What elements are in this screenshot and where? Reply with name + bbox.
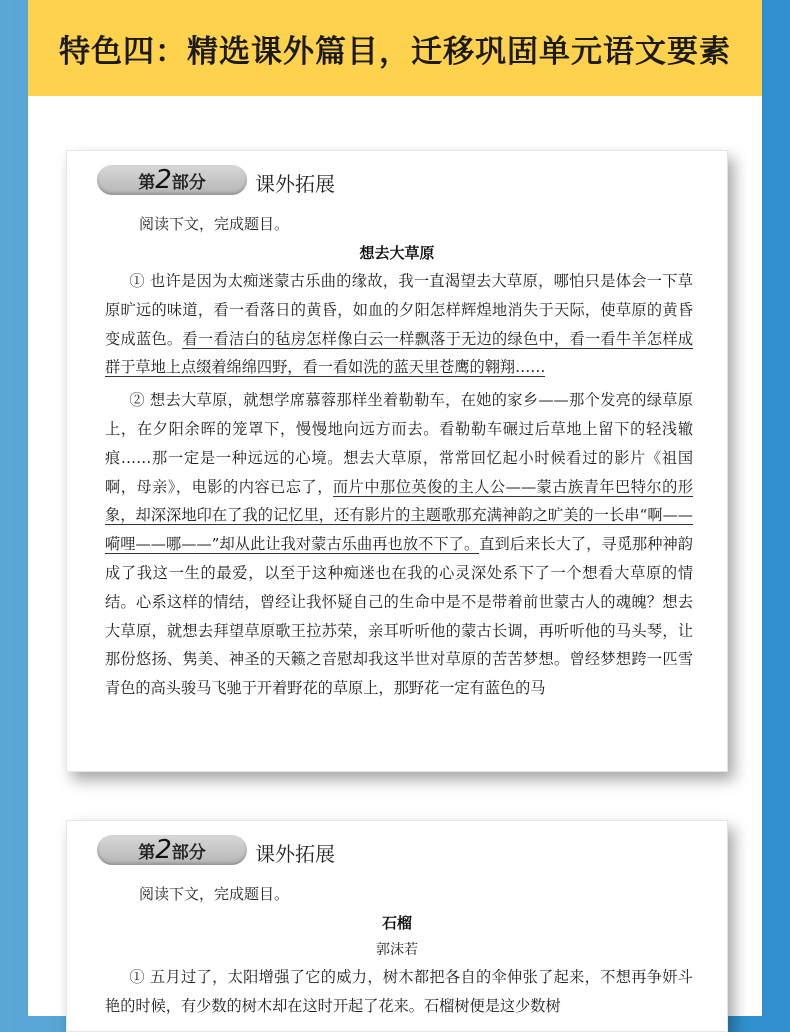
article-author: 郭沫若 (376, 942, 418, 958)
part-header (67, 821, 727, 871)
book-page-2 (66, 820, 728, 1032)
instruction: 阅读下文，完成题目。 (139, 215, 290, 233)
paragraph-2-text-a: ② 想去大草原，就想学席慕蓉那样坐着勒勒车，在她的家乡——那个发亮的绿草原上，在夕阳余晖的笼罩下，慢慢地向远方而去。看勒勒车碾过后草地上留下的轻浅辙痕……那一定是一种远远的心境。想去大草原，常常回忆起小时候看过的影片《祖国啊，母亲》，电影的内容已忘了， (105, 391, 693, 496)
paragraph-1: ① 五月过了，太阳增强了它的威力，树木都把各自的伞伸张了起来，不想再争妍斗艳的时候，有少数的树木却在这时开起了花来。石榴树便是这少数树 (105, 968, 693, 1015)
part-prefix: 第 (138, 173, 156, 193)
paragraph-2-text-c: 直到后来长大了，寻觅那种神韵成了我这一生的最爱，以至于这种痴迷也在我的心灵深处系下了一个想看大草原的情结。心系这样的情结，曾经让我怀疑自己的生命中是不是带着前世蒙古人的魂魄？想去大草原，就想去拜望草原歌王拉苏荣，亲耳听听他的蒙古长调，再听听他的马头琴，让那份悠扬、隽美、神圣的天籁之音慰却我这半世对草原的苦苦梦想。曾经梦想跨一匹雪青色的高头骏马飞驰于开着野花的草原上，那野花一定有蓝色的马 (105, 535, 693, 698)
paragraph-1-text: ① 也许是因为太痴迷蒙古乐曲的缘故，我一直渴望去大草原，哪怕只是体会一下草原旷远的味道，看一看落日的黄昏，如血的夕阳怎样辉煌地消失于天际，使草原的黄昏变成蓝色。 (105, 272, 693, 348)
article-title: 石榴 (381, 914, 412, 932)
part-header (67, 151, 727, 201)
paragraph-2 (105, 386, 693, 703)
part-number: 2 (155, 835, 172, 865)
part-number: 2 (155, 165, 172, 195)
book-page-1 (66, 150, 728, 772)
part-suffix: 部分 (171, 173, 206, 193)
paragraph-1 (105, 267, 693, 382)
instruction: 阅读下文，完成题目。 (139, 885, 290, 903)
part-prefix: 第 (138, 843, 156, 863)
article-title: 想去大草原 (359, 244, 435, 262)
underlined-sentence-2: 而片中那位英俊的主人公——蒙古族青年巴特尔的形象，却深深地印在了我的记忆里，还有影片的主题歌那充满神韵之旷美的一长串“啊——嗬哩——哪——”却从此让我对蒙古乐曲再也放不下了。 (105, 477, 694, 554)
underlined-sentence-1: 看一看洁白的毡房怎样像白云一样飘落于无边的绿色中，看一看牛羊怎样成群于草地上点缀着绵绵四野，看一看如洗的蓝天里苍鹰的翱翔…… (105, 329, 694, 377)
part-title: 课外拓展 (255, 842, 335, 866)
part-badge (97, 835, 247, 865)
part-badge (97, 165, 247, 195)
header-title: 特色四：精选课外篇目，迁移巩固单元语文要素 (59, 34, 731, 70)
part-title: 课外拓展 (255, 172, 335, 196)
part-suffix: 部分 (171, 843, 206, 863)
